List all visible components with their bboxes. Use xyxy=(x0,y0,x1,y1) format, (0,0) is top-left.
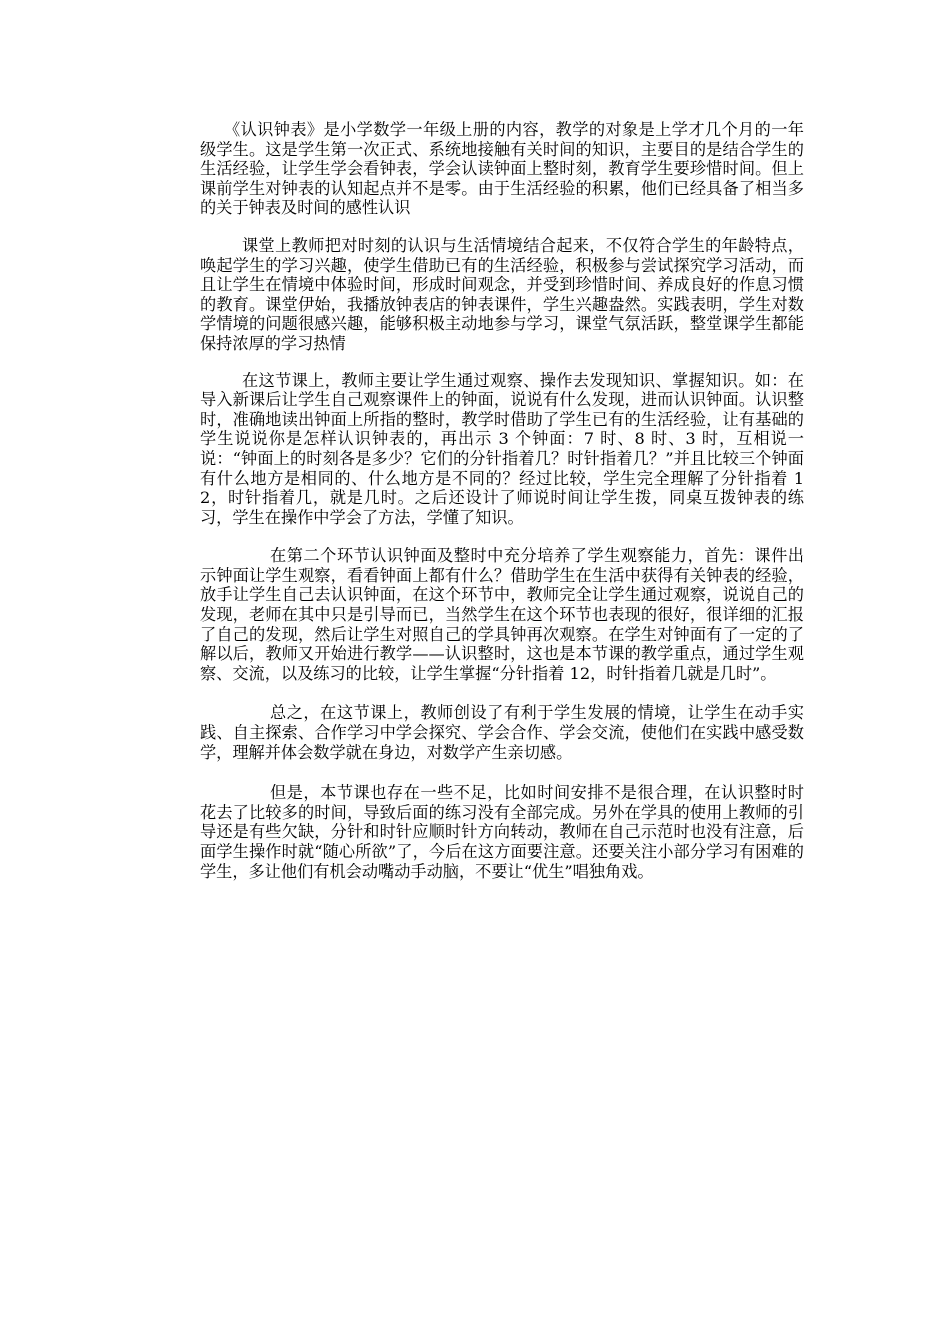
paragraph-observation-operation: 在这节课上，教师主要让学生通过观察、操作去发现知识、掌握知识。如：在导入新课后让学生自己观察课件上的钟面，说说有什么发现，进而认识钟面。认识整时，准确地读出钟面上所指的整时，教学时借助了学生已有的生活经验，让有基础的学生说说你是怎样认识钟表的，再出示 3 个钟面：7 时、8 时、3 时，互相说一说：“钟面上的时刻各是多少？它们的分针指着几？时针指着几？”并且比较三个钟面有什么地方是相同的、什么地方是不同的？经过比较，学生完全理解了分针指着 12，时针指着几，就是几时。之后还设计了师说时间让学生拨，同桌互拨钟表的练习，学生在操作中学会了方法，学懂了知识。 xyxy=(200,370,804,527)
paragraph-shortcomings: 但是，本节课也存在一些不足，比如时间安排不是很合理，在认识整时时花去了比较多的时间，导致后面的练习没有全部完成。另外在学具的使用上教师的引导还是有些欠缺，分针和时针应顺时针方向转动，教师在自己示范时也没有注意，后面学生操作时就“随心所欲”了，今后在这方面要注意。还要关注小部分学习有困难的学生，多让他们有机会动嘴动手动脑，不要让“优生”唱独角戏。 xyxy=(200,783,804,881)
paragraph-classroom-context: 课堂上教师把对时刻的认识与生活情境结合起来，不仅符合学生的年龄特点，唤起学生的学习兴趣，使学生借助已有的生活经验，积极参与尝试探究学习活动，而且让学生在情境中体验时间，形成时间观念，并受到珍惜时间、养成良好的作息习惯的教育。课堂伊始，我播放钟表店的钟表课件，学生兴趣盎然。实践表明，学生对数学情境的问题很感兴趣，能够积极主动地参与学习，课堂气氛活跃，整堂课学生都能保持浓厚的学习热情 xyxy=(200,235,804,353)
paragraph-intro: 《认识钟表》是小学数学一年级上册的内容，教学的对象是上学才几个月的一年级学生。这是学生第一次正式、系统地接触有关时间的知识，主要目的是结合学生的生活经验，让学生学会看钟表，学会认读钟面上整时刻，教育学生要珍惜时间。但上课前学生对钟表的认知起点并不是零。由于生活经验的积累，他们已经具备了相当多的关于钟表及时间的感性认识 xyxy=(200,120,804,218)
paragraph-second-section: 在第二个环节认识钟面及整时中充分培养了学生观察能力，首先：课件出示钟面让学生观察，看看钟面上都有什么？借助学生在生活中获得有关钟表的经验，放手让学生自己去认识钟面，在这个环节中，教师完全让学生通过观察，说说自己的发现，老师在其中只是引导而已，当然学生在这个环节也表现的很好，很详细的汇报了自己的发现，然后让学生对照自己的学具钟再次观察。在学生对钟面有了一定的了解以后，教师又开始进行教学——认识整时，这也是本节课的教学重点，通过学生观察、交流，以及练习的比较，让学生掌握“分针指着 12，时针指着几就是几时”。 xyxy=(200,546,804,683)
document-page xyxy=(200,120,804,881)
paragraph-summary: 总之，在这节课上，教师创设了有利于学生发展的情境，让学生在动手实践、自主探索、合作学习中学会探究、学会合作、学会交流，使他们在实践中感受数学，理解并体会数学就在身边，对数学产生亲切感。 xyxy=(200,703,804,762)
